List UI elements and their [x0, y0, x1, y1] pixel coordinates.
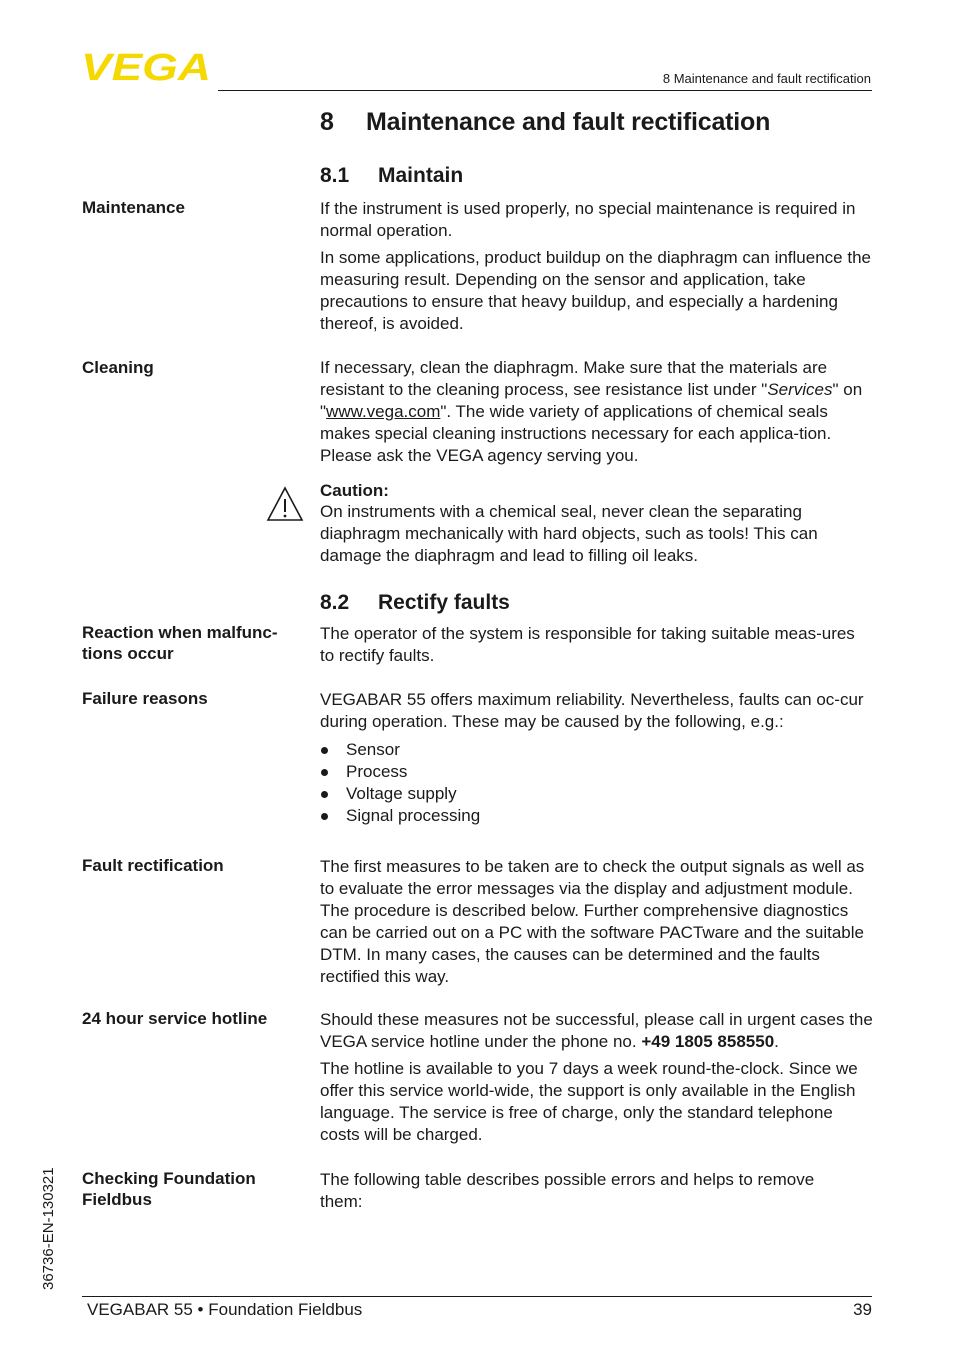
caution-text: On instruments with a chemical seal, never clean the separating diaphragm mechanically with hard objects, such as tools! This can damage the diaphragm and lead to filling oil leaks.	[320, 502, 818, 565]
section-number: 8.2	[320, 591, 350, 614]
list-item: Process	[320, 761, 480, 783]
list-item: Voltage supply	[320, 783, 480, 805]
document-id: 36736-EN-130321	[40, 1167, 57, 1290]
side-label-fault-rectification: Fault rectification	[82, 856, 224, 875]
hotline-phone: +49 1805 858550	[641, 1031, 775, 1051]
section-number: 8.1	[320, 164, 350, 187]
failure-paragraph: VEGABAR 55 offers maximum reliability. Nevertheless, faults can oc-cur during operation. These may be caused by the following, e.g.:	[320, 690, 864, 731]
reaction-paragraph: The operator of the system is responsible for taking suitable meas-ures to rectify faults.	[320, 624, 855, 665]
section-heading-maintain	[320, 164, 463, 188]
section-title: Maintain	[378, 164, 464, 187]
maintenance-paragraph-2: In some applications, product buildup on the diaphragm can influence the measuring result. Depending on the sensor and application, take precautions to ensure that heavy buildup, and especially a hardening thereof, is avoided.	[320, 248, 871, 333]
fault-rectification-paragraph: The first measures to be taken are to check the output signals as well as to evaluate the error messages via the display and adjustment module. The procedure is described below. Further comprehensive diagnostics can be carried out on a PC with the software PACTware and the suitable DTM. In many cases, the causes can be determined and the faults rectified this way.	[320, 857, 865, 986]
failure-reasons-list	[320, 739, 480, 827]
hotline-paragraph-1	[320, 1009, 878, 1053]
side-label-checking-ff: Checking Foundation Fieldbus	[82, 1169, 256, 1209]
side-label-maintenance: Maintenance	[82, 198, 185, 217]
cleaning-paragraph	[320, 357, 877, 467]
hotline-text-a: Should these measures not be successful, please call in urgent cases the VEGA service hotline under the phone no.	[320, 1010, 873, 1051]
vega-logo	[81, 50, 213, 84]
cleaning-text-a: If necessary, clean the diaphragm. Make sure that the materials are resistant to the cleaning process, see resistance list under "	[320, 358, 828, 399]
caution-title: Caution:	[320, 481, 389, 500]
checking-paragraph: The following table describes possible errors and helps to remove them:	[320, 1170, 815, 1211]
maintenance-paragraph-1: If the instrument is used properly, no special maintenance is required in normal operation.	[320, 199, 856, 240]
header-divider	[218, 90, 872, 91]
list-item: Sensor	[320, 739, 480, 761]
side-label-reaction: Reaction when malfunc-tions occur	[82, 623, 278, 663]
hotline-paragraph-2: The hotline is available to you 7 days a week round-the-clock. Since we offer this service world-wide, the support is only available in the English language. The service is free of charge, only the standard telephone costs will be charged.	[320, 1059, 858, 1144]
section-title: Rectify faults	[378, 591, 510, 614]
side-label-failure-reasons: Failure reasons	[82, 689, 208, 708]
running-header: 8 Maintenance and fault rectification	[662, 71, 871, 86]
list-item: Signal processing	[320, 805, 480, 827]
svg-text:VEGA: VEGA	[81, 50, 211, 84]
cleaning-text-b: " on "	[320, 379, 863, 421]
warning-triangle-icon	[266, 486, 304, 522]
cleaning-text-c: ". The wide variety of applications of chemical seals makes special cleaning instructions necessary for each applica-tion. Please ask the VEGA agency serving you.	[320, 401, 832, 465]
chapter-heading	[320, 108, 770, 137]
page-number: 39	[853, 1300, 872, 1319]
section-heading-rectify-faults	[320, 591, 510, 615]
footer-product: VEGABAR 55 • Foundation Fieldbus	[87, 1300, 363, 1319]
hotline-text-b: .	[774, 1031, 779, 1051]
side-label-hotline: 24 hour service hotline	[82, 1009, 268, 1028]
vega-website-link[interactable]: www.vega.com	[326, 401, 441, 421]
side-label-cleaning: Cleaning	[82, 358, 154, 377]
chapter-title: Maintenance and fault rectification	[366, 108, 771, 136]
chapter-number: 8	[320, 108, 334, 136]
services-term: Services	[767, 379, 833, 399]
footer-divider	[82, 1296, 872, 1297]
